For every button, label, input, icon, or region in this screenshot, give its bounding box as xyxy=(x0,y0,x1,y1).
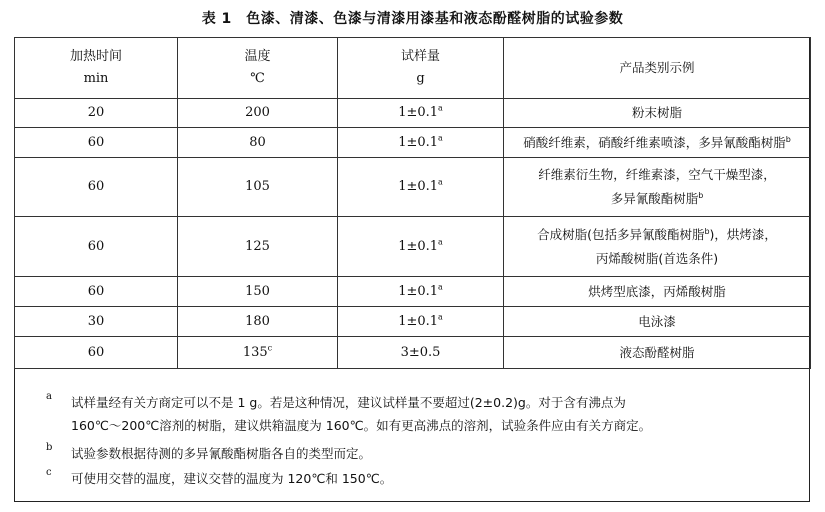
sample-mass-value: 1±0.1 xyxy=(398,238,439,254)
header-sample-mass xyxy=(338,38,504,99)
footnote-letter: a xyxy=(46,391,52,402)
cell-heating-time xyxy=(15,128,178,158)
cell-temperature xyxy=(178,99,338,128)
table-title: 表 1 色漆、清漆、色漆与清漆用漆基和液态酚醛树脂的试验参数 xyxy=(201,11,624,27)
cell-temperature xyxy=(178,307,338,337)
table-row xyxy=(15,337,811,369)
header-row xyxy=(15,38,811,99)
footnote-text: 试验参数根据待测的多异氰酸酯树脂各自的类型而定。 xyxy=(71,446,372,461)
footnote-mark: c xyxy=(267,343,273,353)
header-temperature xyxy=(178,38,338,99)
category-text-tail: )，烘烤漆， xyxy=(709,226,777,242)
category-text: 硝酸纤维素，硝酸纤维素喷漆，多异氰酸酯树脂 xyxy=(523,134,786,150)
cell-temperature xyxy=(178,158,338,217)
cell-product-category xyxy=(504,337,811,369)
cell-sample-mass xyxy=(338,128,504,158)
heating-time-value: 30 xyxy=(87,313,105,329)
category-text: 粉末树脂 xyxy=(631,105,682,120)
category-text-line2: 丙烯酸树脂(首选条件) xyxy=(595,250,719,266)
footnote-text: 可使用交替的温度，建议交替的温度为 120℃和 150℃。 xyxy=(71,471,393,486)
footnote-mark: b xyxy=(704,226,710,236)
footnote-mark: a xyxy=(438,312,443,322)
table-row xyxy=(15,158,811,217)
header-heating-time-unit: min xyxy=(83,71,109,86)
sample-mass-value: 3±0.5 xyxy=(400,344,441,360)
header-heating-time-name: 加热时间 xyxy=(69,49,122,64)
category-text: 电泳漆 xyxy=(638,313,676,329)
cell-heating-time xyxy=(15,307,178,337)
header-heating-time xyxy=(15,38,178,99)
cell-sample-mass xyxy=(338,337,504,369)
footnote-mark: a xyxy=(438,177,443,187)
sample-mass-value: 1±0.1 xyxy=(398,313,439,329)
cell-product-category xyxy=(504,217,811,277)
sample-mass-value: 1±0.1 xyxy=(398,283,439,299)
table-row xyxy=(15,307,811,337)
cell-product-category xyxy=(504,99,811,128)
cell-heating-time xyxy=(15,99,178,128)
cell-temperature xyxy=(178,337,338,369)
temperature-value: 105 xyxy=(245,179,270,194)
test-parameters-table xyxy=(14,37,811,369)
category-text: 液态酚醛树脂 xyxy=(619,344,695,360)
cell-heating-time xyxy=(15,158,178,217)
footnote-mark: a xyxy=(438,103,443,113)
cell-sample-mass xyxy=(338,158,504,217)
footnote-mark: a xyxy=(438,237,443,247)
cell-temperature xyxy=(178,128,338,158)
cell-product-category xyxy=(504,128,811,158)
footnote-mark: a xyxy=(438,133,443,143)
heating-time-value: 60 xyxy=(87,179,105,194)
footnote-text: 160℃～200℃溶剂的树脂，建议烘箱温度为 160℃。如有更高沸点的溶剂，试验条件应由有关方商定。 xyxy=(71,418,652,433)
heating-time-value: 20 xyxy=(87,105,105,120)
sample-mass-value: 1±0.1 xyxy=(398,179,439,194)
cell-heating-time xyxy=(15,217,178,277)
cell-heating-time xyxy=(15,337,178,369)
heating-time-value: 60 xyxy=(87,283,105,299)
cell-product-category xyxy=(504,158,811,217)
footnote-mark: b xyxy=(785,134,791,144)
table-row xyxy=(15,277,811,307)
category-text: 纤维素衍生物，纤维素漆，空气干燥型漆， xyxy=(538,167,776,182)
temperature-value: 200 xyxy=(245,105,270,120)
cell-sample-mass xyxy=(338,217,504,277)
heating-time-value: 60 xyxy=(87,134,105,150)
cell-temperature xyxy=(178,217,338,277)
footnote-letter: b xyxy=(46,442,53,453)
temperature-value: 150 xyxy=(245,283,270,299)
cell-sample-mass xyxy=(338,99,504,128)
category-text-line2: 多异氰酸酯树脂 xyxy=(610,191,699,206)
cell-sample-mass xyxy=(338,307,504,337)
header-temperature-name: 温度 xyxy=(244,49,271,64)
header-product-category: 产品类别示例 xyxy=(504,38,811,99)
table-row xyxy=(15,99,811,128)
header-temperature-unit: ℃ xyxy=(250,71,265,86)
cell-heating-time xyxy=(15,277,178,307)
category-text: 烘烤型底漆，丙烯酸树脂 xyxy=(588,283,726,299)
cell-temperature xyxy=(178,277,338,307)
heating-time-value: 60 xyxy=(87,238,105,254)
table-row xyxy=(15,128,811,158)
temperature-value: 180 xyxy=(245,313,270,329)
table-row xyxy=(15,217,811,277)
heating-time-value: 60 xyxy=(87,344,105,360)
temperature-value: 135 xyxy=(242,344,268,360)
footnote-mark: a xyxy=(438,282,443,292)
cell-product-category xyxy=(504,307,811,337)
sample-mass-value: 1±0.1 xyxy=(398,105,439,120)
sample-mass-value: 1±0.1 xyxy=(398,134,439,150)
footnote-mark: b xyxy=(698,190,704,200)
footnote-letter: c xyxy=(46,467,52,478)
header-sample-mass-unit: g xyxy=(416,71,425,86)
category-text: 合成树脂(包括多异氰酸酯树脂 xyxy=(537,226,705,242)
header-sample-mass-name: 试样量 xyxy=(400,49,440,64)
cell-sample-mass xyxy=(338,277,504,307)
footnote-text: 试样量经有关方商定可以不是 1 g。若是这种情况，建议试样量不要超过(2±0.2)g。对于含有沸点为 xyxy=(71,395,626,410)
temperature-value: 80 xyxy=(249,134,266,150)
temperature-value: 125 xyxy=(245,238,270,254)
cell-product-category xyxy=(504,277,811,307)
